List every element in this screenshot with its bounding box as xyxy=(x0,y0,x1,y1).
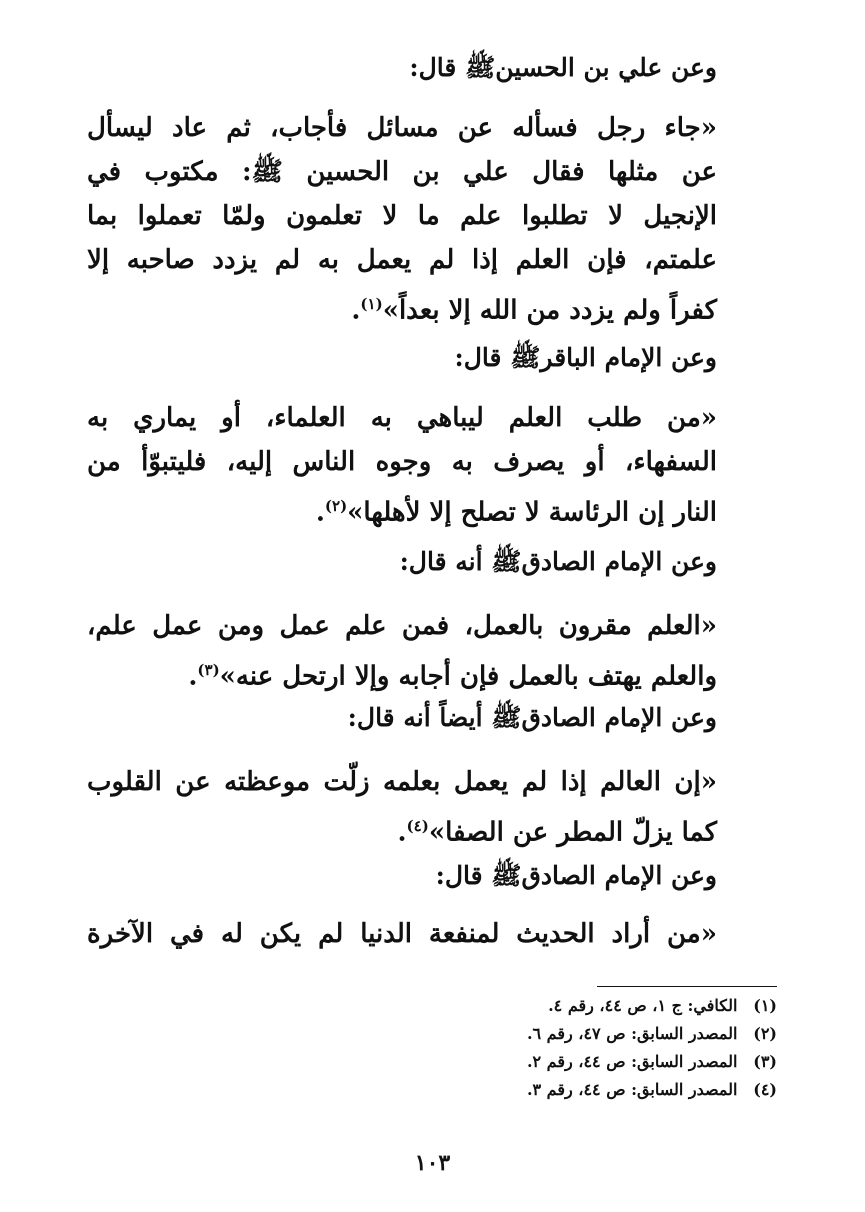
quote-line-last xyxy=(87,282,717,326)
narrator-text: وعن علي بن الحسين xyxy=(495,53,717,82)
footnote-text: المصدر السابق: ص ٤٧، رقم ٦. xyxy=(526,1024,738,1043)
honorific-symbol: ﷺ xyxy=(465,53,496,82)
footnote-ref-3: (٣) xyxy=(197,661,220,679)
quote-line: «العلم مقرون بالعمل، فمن علم عمل ومن عمل علم، xyxy=(87,611,717,641)
footnote-ref-2: (٢) xyxy=(324,497,348,515)
hadith-quote-3 xyxy=(87,604,717,692)
quote-line: «إن العالم إذا لم يعمل بعلمه زلّت موعظته عن القلوب xyxy=(87,767,717,797)
footnote-2 xyxy=(357,1020,777,1048)
quote-line: «من طلب العلم ليباهي به العلماء، أو يماري به xyxy=(87,403,717,433)
footnote-number: (٣) xyxy=(753,1052,777,1071)
quote-line: علمتم، فإن العلم إذا لم يعمل به لم يزدد صاحبه إلا xyxy=(87,245,717,275)
honorific-symbol: ﷺ xyxy=(510,343,541,372)
hadith-quote-1 xyxy=(87,106,717,326)
quote-line-text: كفراً ولم يزدد من الله إلا بعداً» xyxy=(382,295,717,326)
footnote-4 xyxy=(357,1076,777,1104)
quote-line-last xyxy=(87,804,717,848)
narration-intro-3 xyxy=(400,546,717,583)
quote-line-text: كما يزلّ المطر عن الصفا» xyxy=(428,817,717,848)
honorific-symbol: ﷺ xyxy=(491,547,522,576)
footnote-number: (٢) xyxy=(753,1024,777,1043)
said-text: قال: xyxy=(435,861,483,890)
footnote-3 xyxy=(357,1048,777,1076)
footnote-number: (١) xyxy=(753,996,777,1015)
quote-line-text: والعلم يهتف بالعمل فإن أجابه وإلا ارتحل عنه» xyxy=(219,661,717,692)
footnote-text: المصدر السابق: ص ٤٤، رقم ٣. xyxy=(526,1080,738,1099)
footnotes xyxy=(357,992,777,1104)
said-text: قال: xyxy=(454,343,502,372)
footnote-number: (٤) xyxy=(753,1080,777,1099)
page-number: ١٠٣ xyxy=(414,1150,451,1176)
period: . xyxy=(397,817,407,848)
hadith-quote-5 xyxy=(87,912,717,956)
said-text: أنه قال: xyxy=(399,547,483,576)
quote-line: الإنجيل لا تطلبوا علم ما لا تعلمون ولمّا تعملوا بما xyxy=(87,201,718,231)
quote-line: عن مثلها فقال علي بن الحسين ﷺ: مكتوب في xyxy=(87,157,717,187)
quote-line-last xyxy=(87,648,717,692)
said-text: أيضاً أنه قال: xyxy=(347,703,483,732)
quote-line-text: النار إن الرئاسة لا تصلح إلا لأهلها» xyxy=(347,497,717,528)
period: . xyxy=(315,497,325,528)
footnote-1 xyxy=(357,992,777,1020)
footnote-text: الكافي: ج ١، ص ٤٤، رقم ٤. xyxy=(548,996,738,1015)
quote-line: السفهاء، أو يصرف به وجوه الناس إليه، فليتبوّأ من xyxy=(87,447,717,477)
quote-line-last xyxy=(87,484,717,528)
narration-intro-4 xyxy=(348,702,717,739)
narrator-text: وعن الإمام الباقر xyxy=(540,343,717,372)
period: . xyxy=(351,295,361,326)
narration-intro-5 xyxy=(436,860,717,897)
quote-line: «جاء رجل فسأله عن مسائل فأجاب، ثم عاد ليسأل xyxy=(87,113,717,143)
footnote-divider xyxy=(597,986,777,987)
footnote-ref-4: (٤) xyxy=(406,817,429,835)
hadith-quote-2 xyxy=(87,396,717,528)
honorific-symbol: ﷺ xyxy=(491,861,522,890)
narrator-text: وعن الإمام الصادق xyxy=(521,861,717,890)
narration-intro-1 xyxy=(409,52,717,89)
narrator-text: وعن الإمام الصادق xyxy=(521,703,717,732)
narration-intro-2 xyxy=(455,342,717,379)
footnote-ref-1: (١) xyxy=(360,295,383,313)
period: . xyxy=(188,661,198,692)
honorific-symbol: ﷺ xyxy=(491,703,522,732)
said-text: قال: xyxy=(409,53,457,82)
quote-line: «من أراد الحديث لمنفعة الدنيا لم يكن له في الآخرة xyxy=(87,919,717,949)
narrator-text: وعن الإمام الصادق xyxy=(521,547,717,576)
footnote-text: المصدر السابق: ص ٤٤، رقم ٢. xyxy=(526,1052,738,1071)
hadith-quote-4 xyxy=(87,760,717,848)
